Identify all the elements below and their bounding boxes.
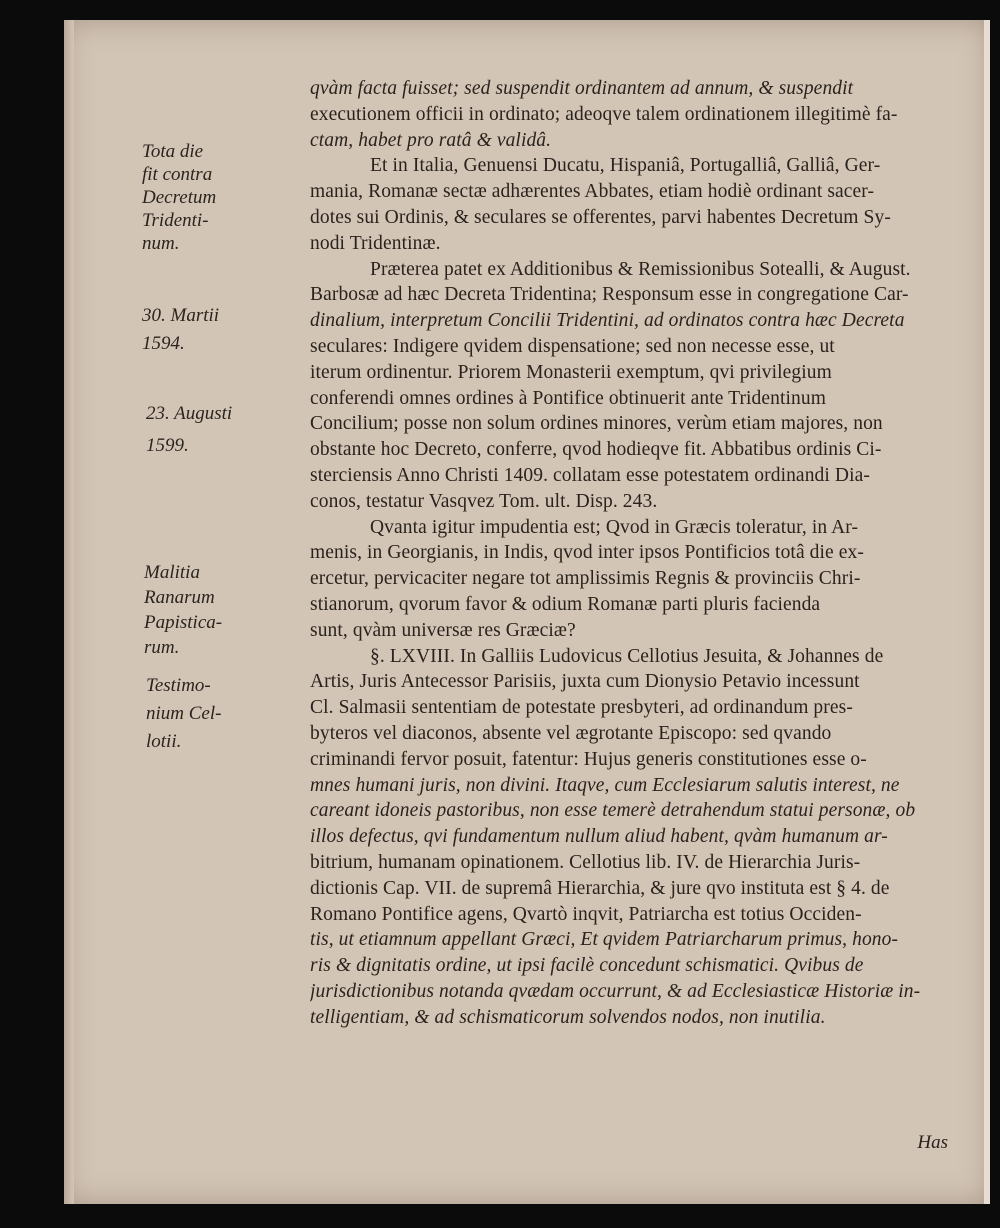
book-page xyxy=(64,20,990,1204)
margin-note-date-1: 30. Martii 1594. xyxy=(142,305,220,354)
text-line: Romano Pontifice agens, Qvartò inqvit, Patriarcha est totius Occiden- xyxy=(310,903,862,925)
text-line: Præterea patet ex Additionibus & Remissionibus Sotealli, & August. xyxy=(370,258,911,280)
text-line: Cl. Salmasii sententiam de potestate presbyteri, ad ordinandum pres- xyxy=(310,697,853,719)
text-line: ctam, habet pro ratâ & validâ. xyxy=(310,129,552,151)
text-line: Artis, Juris Antecessor Parisiis, juxta cum Dionysio Petavio incessunt xyxy=(310,671,860,693)
text-line: conos, testatur Vasqvez Tom. ult. Disp. 243. xyxy=(310,490,658,512)
text-line: Et in Italia, Genuensi Ducatu, Hispaniâ, Portugalliâ, Galliâ, Ger- xyxy=(370,155,881,177)
text-line: Barbosæ ad hæc Decreta Tridentina; Responsum esse in congregatione Car- xyxy=(310,284,909,306)
text-line: ris & dignitatis ordine, ut ipsi facilè concedunt schismatici. Qvibus de xyxy=(310,955,864,977)
text-line: mnes humani juris, non divini. Itaqve, cum Ecclesiarum salutis interest, ne xyxy=(310,774,900,796)
text-line: nodi Tridentinæ. xyxy=(310,232,441,254)
text-line: stianorum, qvorum favor & odium Romanæ parti pluris facienda xyxy=(310,593,821,615)
margin-note-malitia: Malitia Ranarum Papisticа- rum. xyxy=(144,562,223,658)
text-line: mania, Romanæ sectæ adhærentes Abbates, etiam hodiè ordinant sacer- xyxy=(310,181,875,203)
text-line: criminandi fervor posuit, fatentur: Hujus generis constitutiones esse o- xyxy=(310,748,867,770)
text-line: qvàm facta fuisset; sed suspendit ordinantem ad annum, & suspendit xyxy=(310,78,854,99)
text-line: telligentiam, & ad schismaticorum solvendos nodos, non inutilia. xyxy=(310,1006,826,1028)
margin-note-date-2: 23. Augusti 1599. xyxy=(146,403,233,456)
text-line: seculares: Indigere qvidem dispensatione; sed non necesse esse, ut xyxy=(310,335,835,357)
text-line: jurisdictionibus notanda qvædam occurrunt, & ad Ecclesiasticæ Historiæ in- xyxy=(310,980,921,1002)
page-gutter xyxy=(64,20,74,1204)
text-line: tis, ut etiamnum appellant Græci, Et qvidem Patriarcharum primus, hono- xyxy=(310,929,899,951)
margin-note-testimonium: Testimo- nium Cel- lotii. xyxy=(146,675,222,752)
text-line: dotes sui Ordinis, & seculares se offerentes, parvi habentes Decretum Sy- xyxy=(310,206,891,228)
text-line: bitrium, humanam opinationem. Cellotius lib. IV. de Hierarchia Juris- xyxy=(310,851,861,873)
text-line: conferendi omnes ordines à Pontifice obtinuerit ante Tridentinum xyxy=(310,387,827,409)
text-line: dinalium, interpretum Concilii Tridentini, ad ordinatos contra hæc Decreta xyxy=(310,310,905,332)
text-line: §. LXVIII. In Galliis Ludovicus Cellotius Jesuita, & Johannes de xyxy=(370,645,884,667)
text-line: Qvanta igitur impudentia est; Qvod in Græcis toleratur, in Ar- xyxy=(370,516,859,538)
margin-note-tota-die: Tota die fit contra Decretum Tridenti- num. xyxy=(142,141,217,254)
text-line: sunt, qvàm universæ res Græciæ? xyxy=(310,619,576,641)
text-line: menis, in Georgianis, in Indis, qvod inter ipsos Pontificios totâ die ex- xyxy=(310,542,864,564)
text-line: careant idoneis pastoribus, non esse temerè detrahendum statui personæ, ob xyxy=(310,800,916,822)
catchword: Has xyxy=(917,1132,948,1153)
text-line: ercetur, pervicaciter negare tot amplissimis Regnis & provinciis Chri- xyxy=(310,568,861,590)
text-line: obstante hoc Decreto, conferre, qvod hodieqve fit. Abbatibus ordinis Ci- xyxy=(310,439,882,461)
text-line: executionem officii in ordinato; adeoqve talem ordinationem illegitimè fa- xyxy=(310,103,898,125)
text-line: byteros vel diaconos, absente vel ægrotante Episcopo: sed qvando xyxy=(310,722,832,744)
text-line: Concilium; posse non solum ordines minores, verùm etiam majores, non xyxy=(310,413,883,435)
text-line: dictionis Cap. VII. de supremâ Hierarchia, & jure qvo instituta est § 4. de xyxy=(310,877,890,899)
main-text-column xyxy=(310,76,990,1030)
text-line: sterciensis Anno Christi 1409. collatam esse potestatem ordinandi Dia- xyxy=(310,464,870,486)
text-line: iterum ordinentur. Priorem Monasterii exemptum, qvi privilegium xyxy=(310,361,832,383)
text-line: illos defectus, qvi fundamentum nullum aliud habent, qvàm humanum ar- xyxy=(310,826,888,848)
